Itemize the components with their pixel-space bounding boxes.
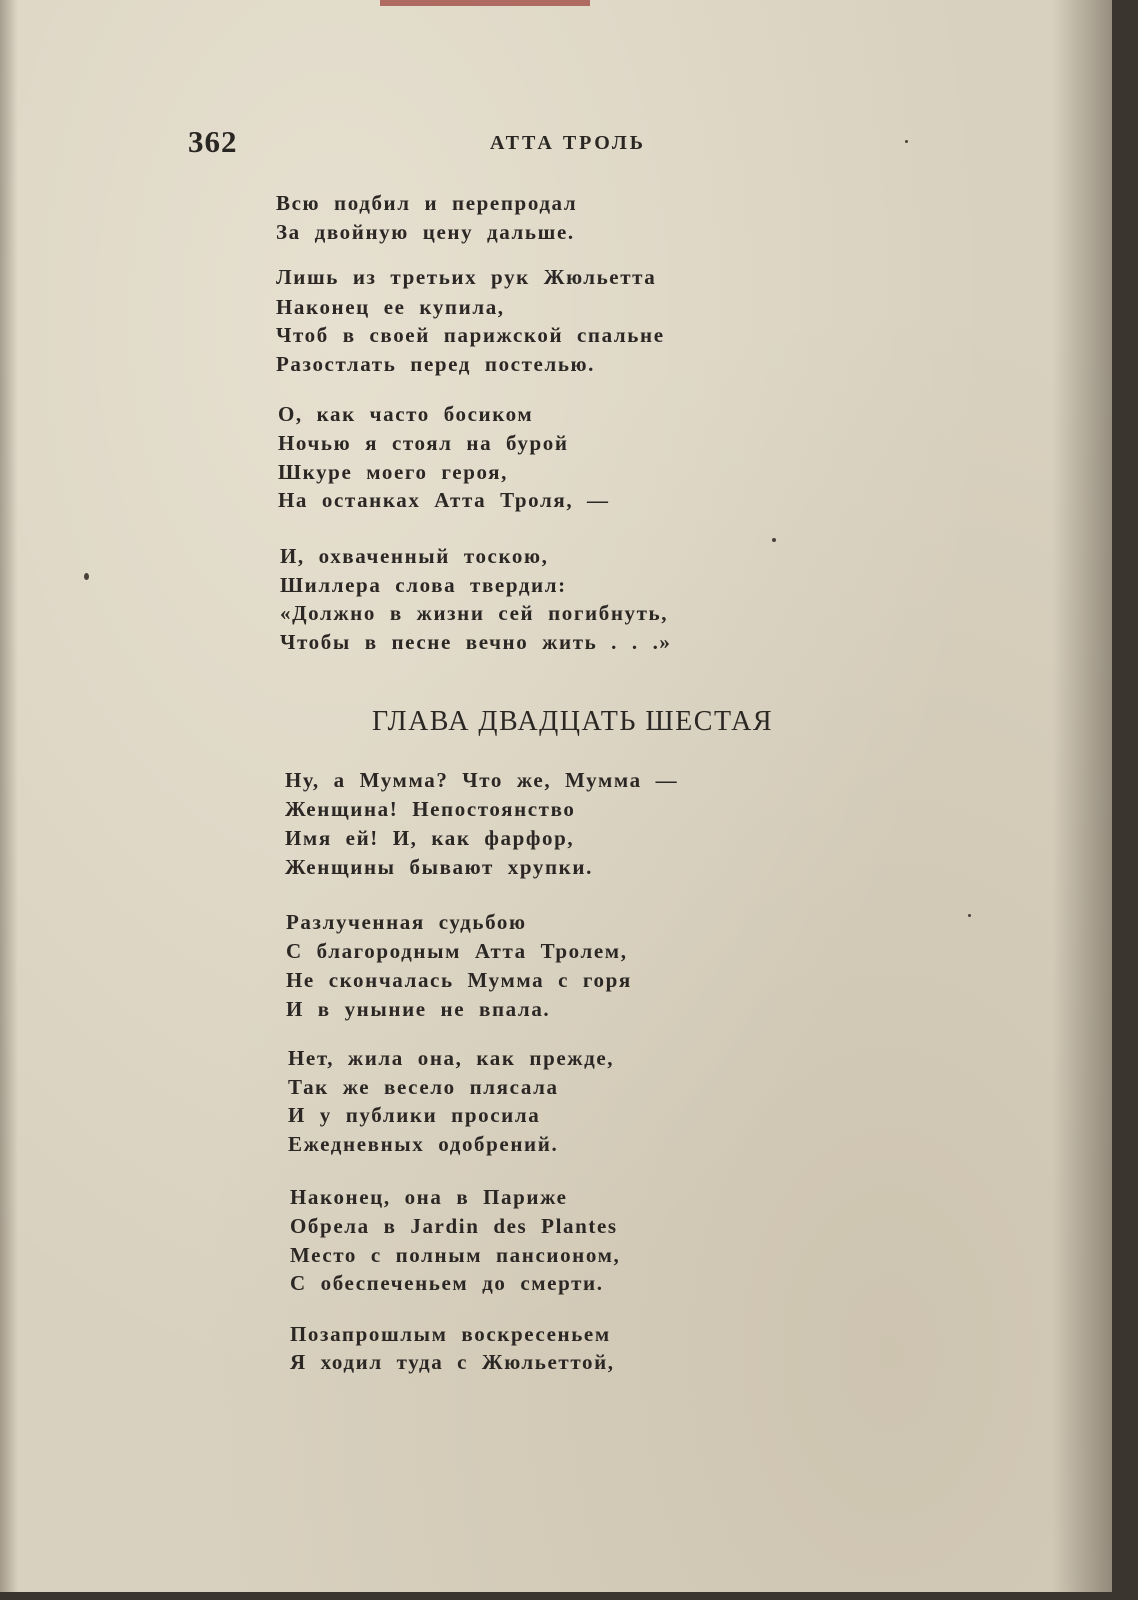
verse-line: Женщины бывают хрупки.	[285, 855, 593, 879]
page-number: 362	[188, 124, 238, 159]
top-stain-mark	[380, 0, 590, 6]
verse-line: Ежедневных одобрений.	[288, 1132, 559, 1156]
ink-speck	[905, 140, 908, 143]
verse-line: И у публики просила	[288, 1103, 541, 1127]
verse-line: Шкуре моего героя,	[278, 460, 508, 484]
verse-line: С благородным Атта Тролем,	[286, 939, 628, 963]
verse-line: Ночью я стоял на бурой	[278, 431, 569, 455]
verse-line: Позапрошлым воскресеньем	[290, 1322, 611, 1346]
verse-line: С обеспеченьем до смерти.	[290, 1271, 604, 1295]
verse-line: Разостлать перед постелью.	[276, 352, 596, 376]
verse-line: Разлученная судьбою	[286, 910, 527, 934]
verse-line: Чтобы в песне вечно жить . . .»	[280, 630, 672, 654]
verse-line: Чтоб в своей парижской спальне	[276, 323, 665, 347]
ink-speck	[968, 914, 971, 917]
verse-line: И, охваченный тоскою,	[280, 544, 549, 568]
verse-line: На останках Атта Троля, —	[278, 488, 610, 512]
running-head: АТТА ТРОЛЬ	[490, 132, 646, 154]
verse-line: Я ходил туда с Жюльеттой,	[290, 1350, 615, 1374]
verse-line: «Должно в жизни сей погибнуть,	[280, 601, 669, 625]
verse-line: За двойную цену дальше.	[276, 220, 575, 244]
ink-speck	[772, 538, 776, 542]
verse-line: Место с полным пансионом,	[290, 1243, 621, 1267]
verse-line: О, как часто босиком	[278, 402, 534, 426]
verse-line: И в уныние не впала.	[286, 997, 551, 1021]
verse-line: Шиллера слова твердил:	[280, 573, 567, 597]
verse-line: Ну, а Мумма? Что же, Мумма —	[285, 768, 679, 792]
verse-line: Лишь из третьих рук Жюльетта	[276, 265, 657, 289]
chapter-title: ГЛАВА ДВАДЦАТЬ ШЕСТАЯ	[372, 706, 774, 737]
verse-line: Наконец ее купила,	[276, 295, 505, 319]
ink-speck	[84, 573, 89, 580]
verse-line: Имя ей! И, как фарфор,	[285, 826, 575, 850]
verse-line: Наконец, она в Париже	[290, 1185, 568, 1209]
page-left-edge	[0, 0, 18, 1592]
verse-line: Нет, жила она, как прежде,	[288, 1046, 615, 1070]
verse-line: Женщина! Непостоянство	[285, 797, 576, 821]
verse-line: Не скончалась Мумма с горя	[286, 968, 632, 992]
spine-shadow	[1052, 0, 1112, 1592]
verse-line: Так же весело плясала	[288, 1075, 559, 1099]
verse-line: Обрела в Jardin des Plantes	[290, 1214, 618, 1238]
verse-line: Всю подбил и перепродал	[276, 191, 578, 215]
